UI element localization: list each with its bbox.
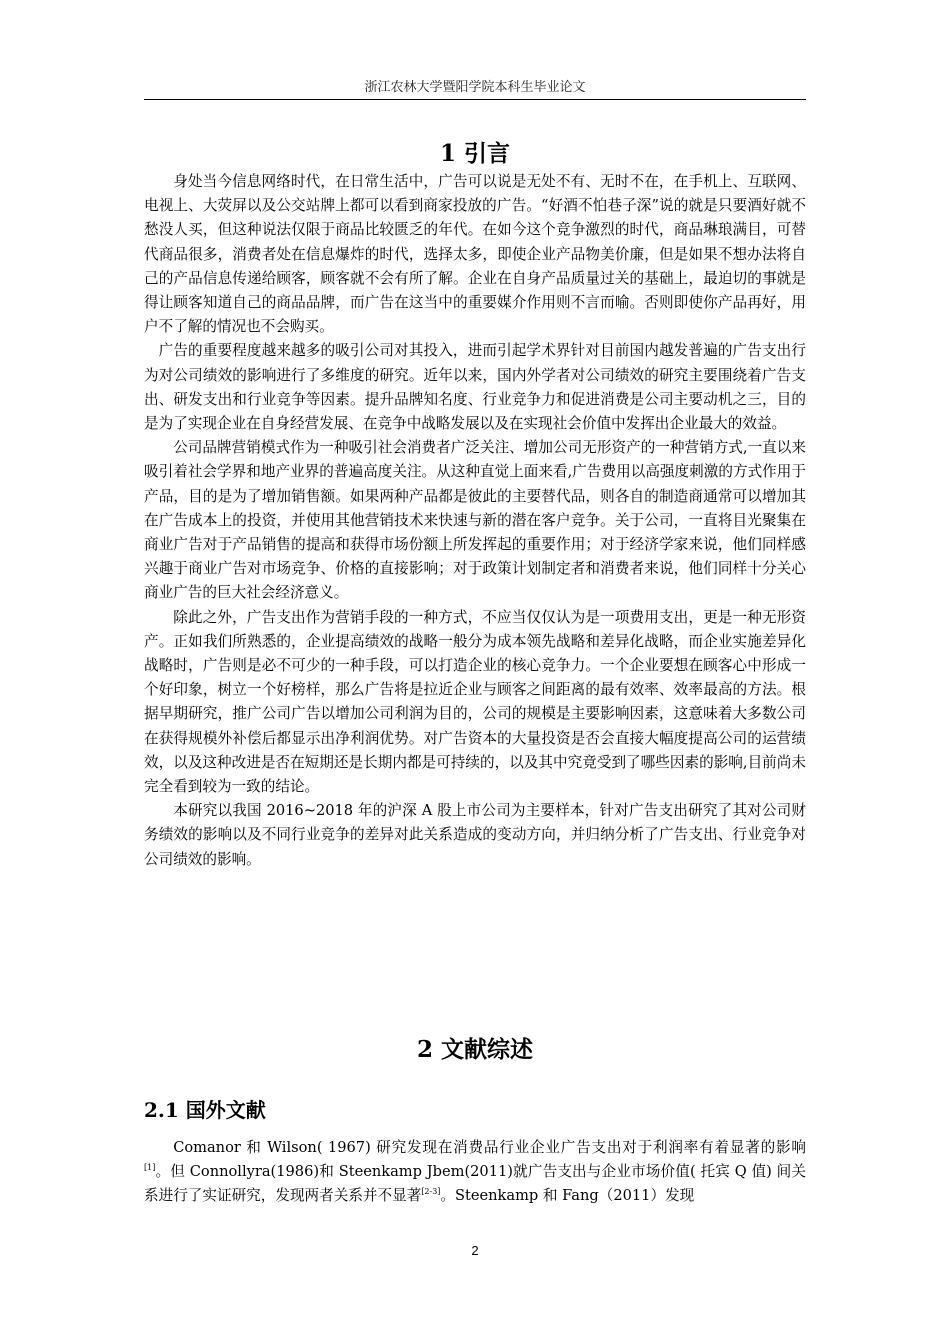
paragraph-6-part-b: 。但 Connollyra(1986)和 Steenkamp Jbem(2011)就广告支出与企业市场价值( 托宾 Q 值) 间关系进行了实证研究，发现两者关系并不显著 xyxy=(144,1163,806,1205)
section-1-title: 1 引言 xyxy=(439,140,510,167)
running-header: 浙江农林大学暨阳学院本科生毕业论文 xyxy=(364,80,586,95)
paragraph-3: 公司品牌营销模式作为一种吸引社会消费者广泛关注、增加公司无形资产的一种营销方式,一直以来吸引着社会学界和地产业界的普遍高度关注。从这种直觉上面来看,广告费用以高强度刺激的方式作用于产品，目的是为了增加销售额。如果两种产品都是彼此的主要替代品，则各自的制造商通常可以增加其在广告成本上的投资，并使用其他营销技术来快速与新的潜在客户竞争。关于公司，一直将目光聚集在商业广告对于产品销售的提高和获得市场份额上所发挥起的重要作用；对于经济学家来说，他们同样感兴趣于商业广告对市场竞争、价格的直接影响；对于政策计划制定者和消费者来说，他们同样十分关心商业广告的巨大社会经济意义。 xyxy=(144,439,806,602)
section-2-1-body xyxy=(144,1136,806,1209)
section-2-1-title: 2.1 国外文献 xyxy=(144,1098,266,1122)
paragraph-4: 除此之外，广告支出作为营销手段的一种方式，不应当仅仅认为是一项费用支出，更是一种无形资产。正如我们所熟悉的，企业提高绩效的战略一般分为成本领先战略和差异化战略，而企业实施差异化战略时，广告则是必不可少的一种手段，可以打造企业的核心竞争力。一个企业要想在顾客心中形成一个好印象，树立一个好榜样，那么广告将是拉近企业与顾客之间距离的最有效率、效率最高的方法。根据早期研究，推广公司广告以增加公司利润为目的，公司的规模是主要影响因素，这意味着大多数公司在获得规模外补偿后都显示出净利润优势。对广告资本的大量投资是否会直接大幅度提高公司的运营绩效，以及这种改进是否在短期还是长期内都是可持续的，以及其中究竟受到了哪些因素的影响,目前尚未完全看到较为一致的结论。 xyxy=(144,608,806,796)
section-2-title: 2 文献综述 xyxy=(416,1036,533,1063)
paragraph-6-part-c: 。Steenkamp 和 Fang（2011）发现 xyxy=(440,1187,695,1205)
page-number: 2 xyxy=(471,1243,479,1258)
paragraph-6-part-a: Comanor 和 Wilson( 1967) 研究发现在消费品行业企业广告支出对于利润率有着显著的影响 xyxy=(173,1139,806,1156)
citation-1: [1] xyxy=(144,1163,156,1173)
header-divider xyxy=(144,99,806,100)
section-1-body xyxy=(144,170,806,872)
paragraph-2: 广告的重要程度越来越多的吸引公司对其投入，进而引起学术界针对目前国内越发普遍的广告支出行为对公司绩效的影响进行了多维度的研究。近年以来，国内外学者对公司绩效的研究主要围绕着广告支出、研发支出和行业竞争等因素。提升品牌知名度、行业竞争力和促进消费是公司主要动机之三，目的是为了实现企业在自身经营发展、在竞争中战略发展以及在实现社会价值中发挥出企业最大的效益。 xyxy=(144,342,806,433)
paragraph-6 xyxy=(144,1136,806,1209)
paragraph-1: 身处当今信息网络时代，在日常生活中，广告可以说是无处不有、无时不在，在手机上、互联网、电视上、大荧屏以及公交站牌上都可以看到商家投放的广告。“好酒不怕巷子深”说的就是只要酒好就不愁没人买，但这种说法仅限于商品比较匮乏的年代。在如今这个竞争激烈的时代，商品琳琅满目，可替代商品很多，消费者处在信息爆炸的时代，选择太多，即使企业产品物美价廉，但是如果不想办法将自己的产品信息传递给顾客，顾客就不会有所了解。企业在自身产品质量过关的基础上，最迫切的事就是得让顾客知道自己的商品品牌，而广告在这当中的重要媒介作用则不言而喻。否则即使你产品再好，用户不了解的情况也不会购买。 xyxy=(144,173,806,336)
citation-2: [2-3] xyxy=(421,1187,441,1197)
paragraph-5: 本研究以我国 2016~2018 年的沪深 A 股上市公司为主要样本，针对广告支出研究了其对公司财务绩效的影响以及不同行业竞争的差异对此关系造成的变动方向，并归纳分析了广告支出、行业竞争对公司绩效的影响。 xyxy=(144,802,806,868)
